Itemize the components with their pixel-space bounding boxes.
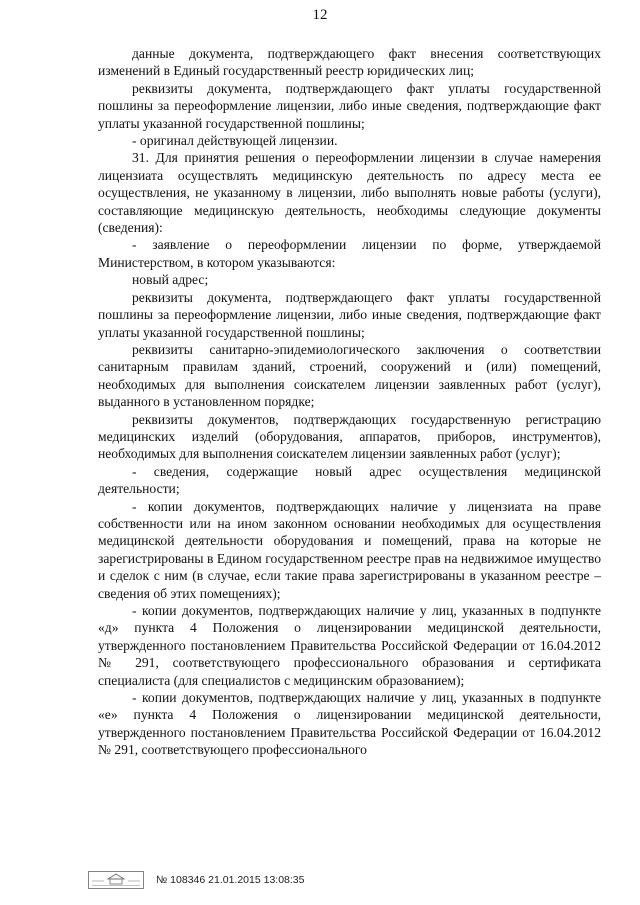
page-number: 12 xyxy=(312,7,328,23)
paragraph: реквизиты документа, подтверждающего факт уплаты государственной пошлины за переоформление лицензии, либо иные сведения, подтверждающие факт уплаты указанной государственной пошлины; xyxy=(98,80,601,131)
paragraph: реквизиты документа, подтверждающего факт уплаты государственной пошлины за переоформление лицензии, либо иные сведения, подтверждающие факт уплаты указанной государственной пошлины; xyxy=(98,289,601,340)
paragraph: - оригинал действующей лицензии. xyxy=(132,133,338,149)
paragraph: реквизиты санитарно-эпидемиологического заключения о соответствии санитарным правилам зданий, строений, сооружений и (или) помещений, необходимых для выполнения соискателем лицензии заявленных работ (услуг), выданного в установленном порядке; xyxy=(98,341,601,410)
paragraph: - копии документов, подтверждающих наличие у лиц, указанных в подпункте «д» пункта 4 Положения о лицензировании медицинской деятельности, утвержденного постановлением Правительства Российской Федерации от 16.04.2012 № 291, соответствующего профессионального образования и сертификата специалиста (для специалистов с медицинским образованием); xyxy=(98,603,601,688)
document-registration-number: № 108346 21.01.2015 13:08:35 xyxy=(156,874,305,886)
paragraph: новый адрес; xyxy=(132,272,209,288)
document-footer xyxy=(88,870,304,890)
paragraph: - копии документов, подтверждающих наличие у лиц, указанных в подпункте «е» пункта 4 Положения о лицензировании медицинской деятельности, утвержденного постановлением Правительства Российской Федерации от 16.04.2012 № 291, соответствующего профессионального xyxy=(98,690,601,758)
paragraph: - сведения, содержащие новый адрес осуществления медицинской деятельности; xyxy=(98,463,601,497)
paragraph: данные документа, подтверждающего факт внесения соответствующих изменений в Единый государственный реестр юридических лиц; xyxy=(98,46,601,79)
document-body xyxy=(98,45,601,759)
paragraph: - копии документов, подтверждающих наличие у лицензиата на праве собственности или на ином законном основании необходимых для осуществления медицинской деятельности оборудования и помещений, права на которые не зарегистрированы в Едином государственном реестре прав на недвижимое имущество и сделок с ним (в случае, если такие права зарегистрированы в указанном реестре – сведения об этих помещениях); xyxy=(98,498,601,601)
paragraph: реквизиты документов, подтверждающих государственную регистрацию медицинских изделий (оборудования, аппаратов, приборов, инструментов), необходимых для выполнения соискателем лицензии заявленных работ (услуг); xyxy=(98,411,601,462)
paragraph: - заявление о переоформлении лицензии по форме, утверждаемой Министерством, в котором указываются: xyxy=(98,237,601,270)
paragraph: 31. Для принятия решения о переоформлении лицензии в случае намерения лицензиата осуществлять медицинскую деятельность по адресу места ее осуществления, не указанному в лицензии, либо выполнять новые работы (услуги), составляющие медицинскую деятельность, необходимы следующие документы (сведения): xyxy=(98,150,601,236)
government-building-stamp-icon xyxy=(88,871,144,889)
